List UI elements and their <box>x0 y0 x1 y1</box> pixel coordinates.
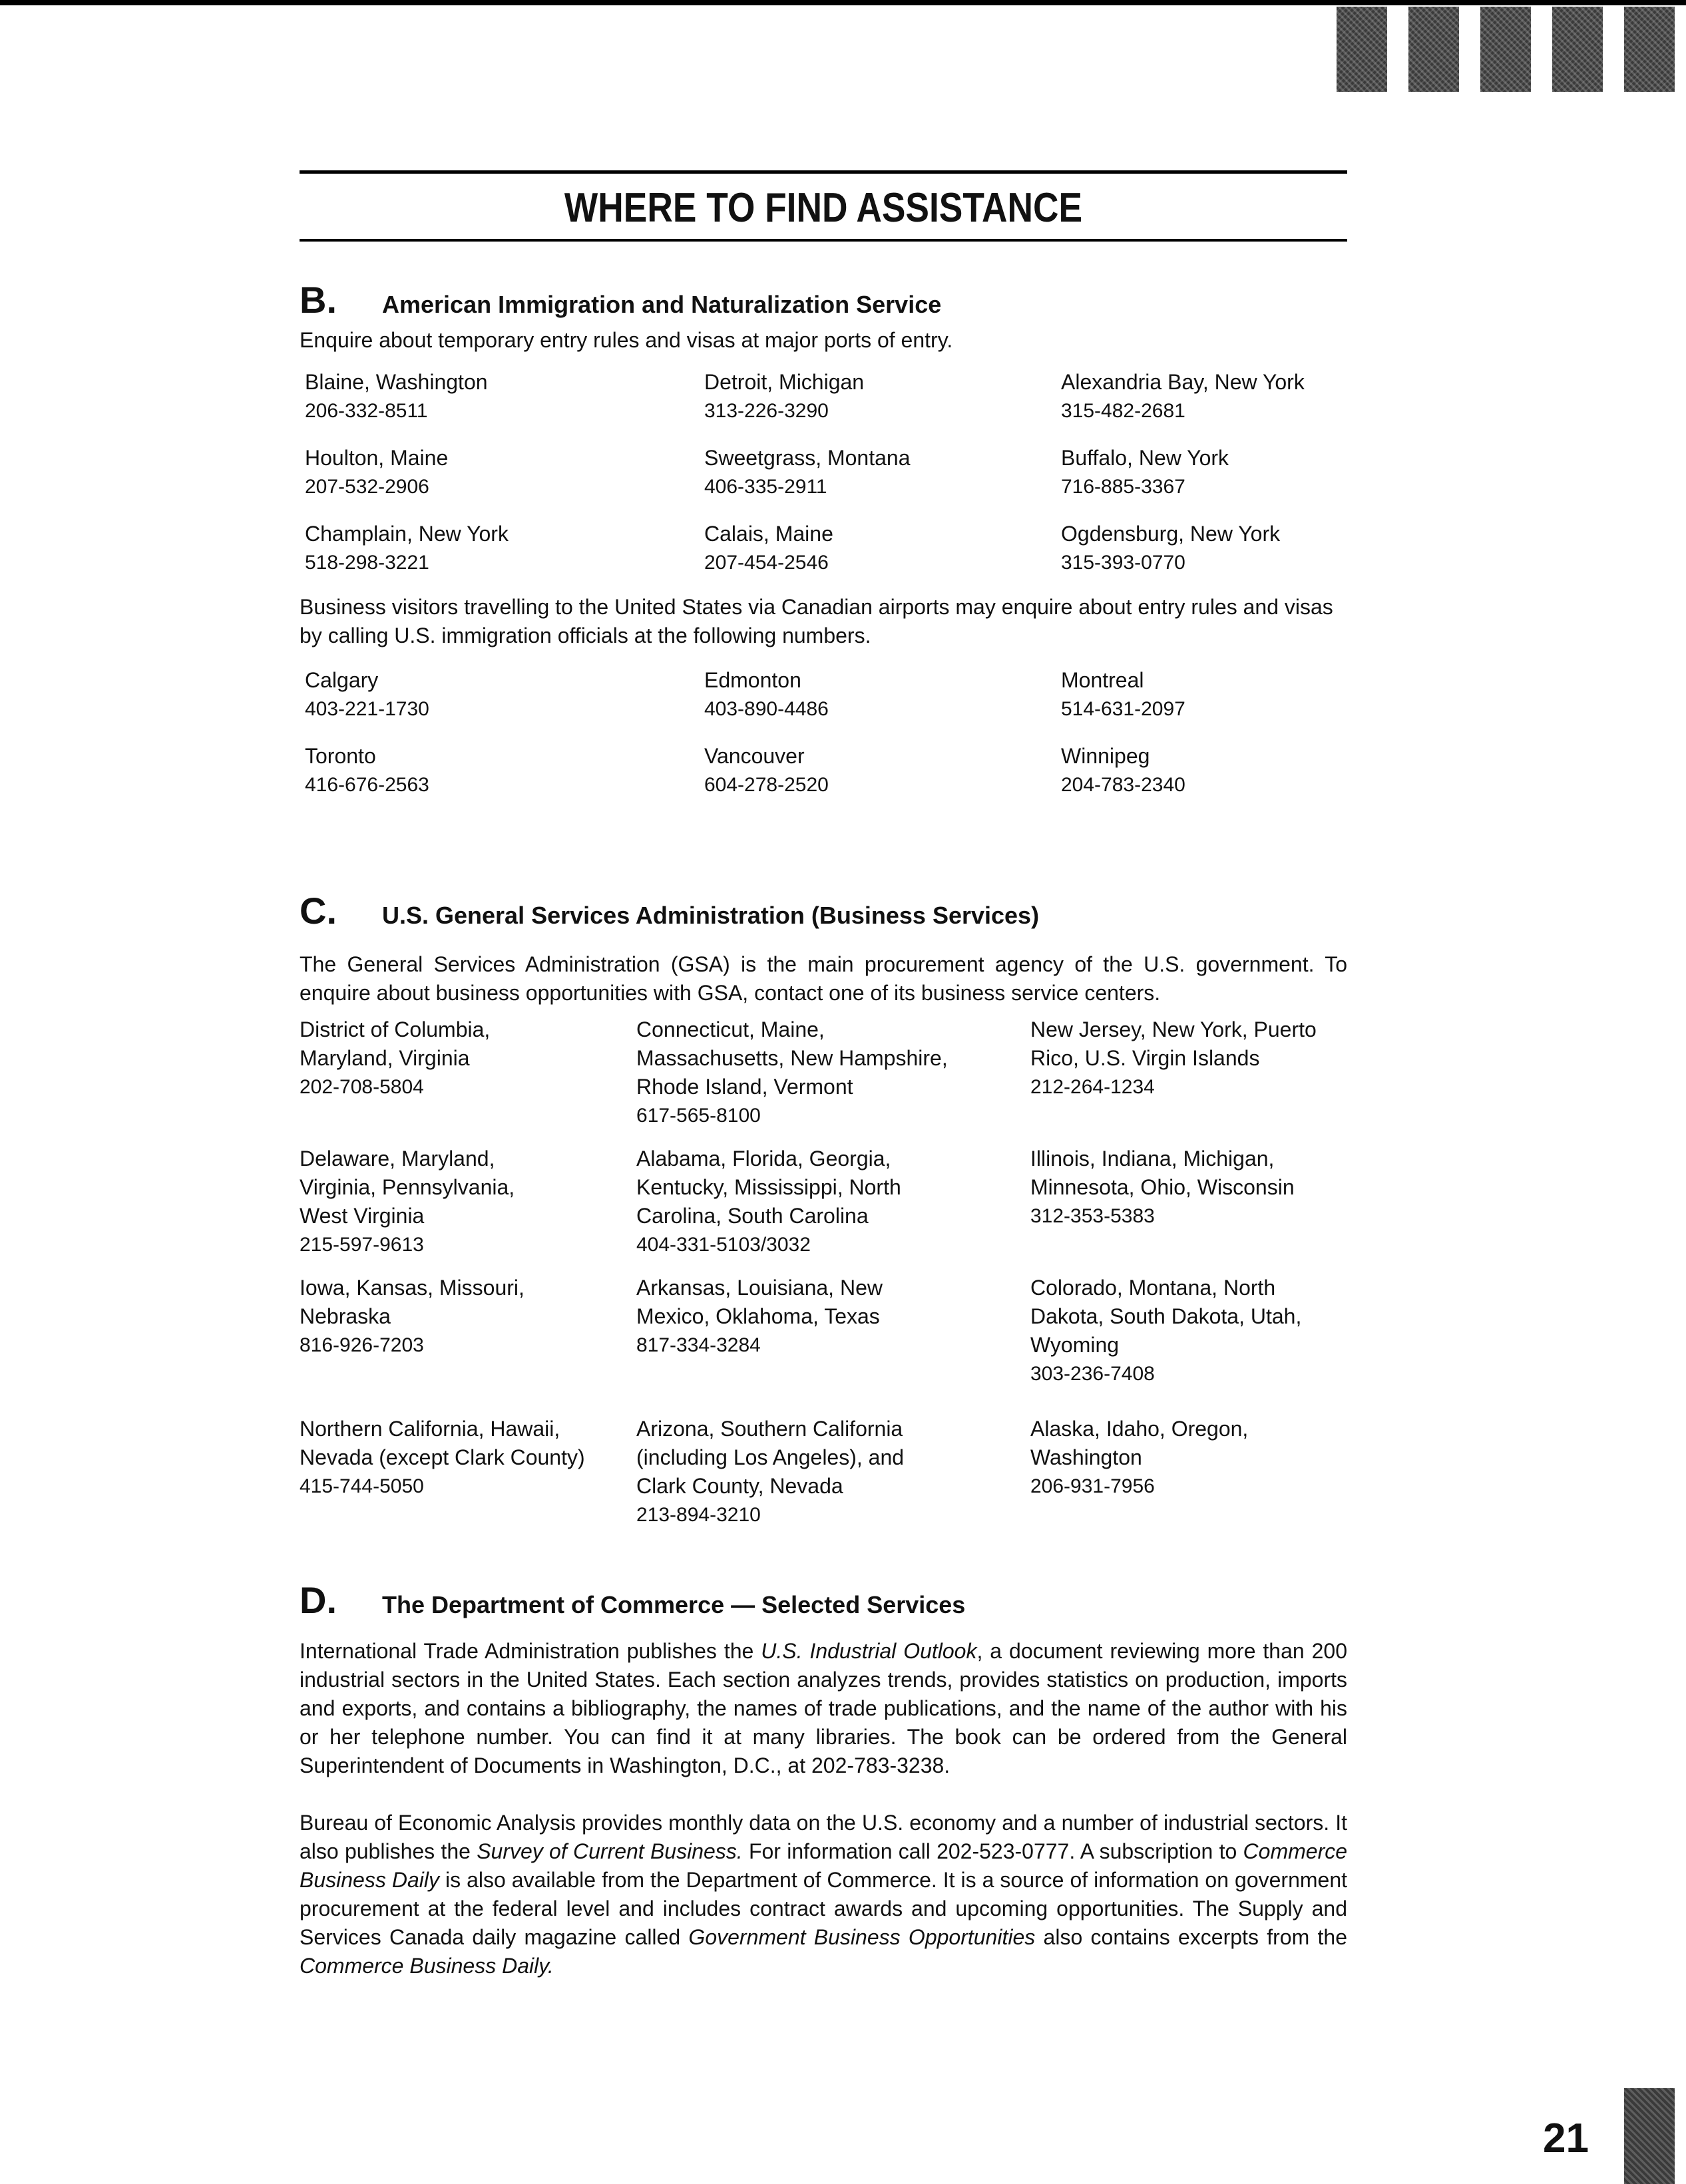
ports-list <box>300 368 1347 577</box>
title-block <box>300 170 1347 242</box>
contact-place: Montreal <box>1061 668 1144 692</box>
service-center-region: West Virginia <box>300 1204 425 1228</box>
section-letter: D. <box>300 1579 337 1621</box>
section-c-header <box>300 889 1347 936</box>
contact-entry <box>300 742 699 799</box>
contact-place: Champlain, New York <box>305 522 509 546</box>
service-center-region: (including Los Angeles), and <box>636 1445 905 1469</box>
contact-entry <box>300 666 699 723</box>
contact-phone: 315-482-2681 <box>1061 400 1185 422</box>
service-center-region: Carolina, South Carolina <box>636 1204 869 1228</box>
paragraph-text: Bureau of Economic Analysis provides monthly data on the U.S. economy and a number of industrial sectors. It also publishes the <box>300 1811 1347 1863</box>
contact-entry <box>1056 444 1347 501</box>
contact-entry <box>1056 368 1347 425</box>
service-center-region: Delaware, Maryland, <box>300 1147 495 1171</box>
service-center-region: Massachusetts, New Hampshire, <box>636 1046 948 1070</box>
contact-entry <box>699 520 1056 577</box>
contact-place: Winnipeg <box>1061 744 1150 768</box>
contact-entry <box>300 520 699 577</box>
contact-phone: 204-783-2340 <box>1061 774 1185 796</box>
italic-title: Survey of Current Business. <box>477 1839 743 1863</box>
service-center-phone: 415-744-5050 <box>300 1475 424 1497</box>
section-tab <box>1480 7 1531 92</box>
paragraph-text: is also available from the Department of Commerce. It is a source of information on government procurement at the federal level and includes contract awards and upcoming opportunities. The Supply and Services Canada daily magazine called <box>300 1868 1348 1949</box>
service-center-region: Clark County, Nevada <box>636 1474 843 1498</box>
contact-place: Buffalo, New York <box>1061 446 1229 470</box>
contact-entry <box>699 742 1056 799</box>
contact-entry <box>699 666 1056 723</box>
service-center-phone: 206-931-7956 <box>1030 1475 1155 1497</box>
paragraph-text: also contains excerpts from the <box>1035 1925 1348 1949</box>
corner-tab <box>1624 2088 1675 2184</box>
contact-entry <box>1056 742 1347 799</box>
italic-title: Government Business Opportunities <box>688 1925 1036 1949</box>
page-number: 21 <box>1543 2115 1589 2161</box>
airports-list <box>300 666 1347 799</box>
italic-title: U.S. Industrial Outlook <box>761 1639 977 1663</box>
contact-place: Vancouver <box>704 744 805 768</box>
section-d-header <box>300 1578 1347 1625</box>
service-center-region: Rhode Island, Vermont <box>636 1075 853 1099</box>
service-center-region: New Jersey, New York, Puerto <box>1030 1017 1317 1041</box>
section-b-header <box>300 278 1347 325</box>
service-center-phone: 213-894-3210 <box>636 1504 761 1526</box>
contact-phone: 716-885-3367 <box>1061 476 1185 498</box>
contact-phone: 315-393-0770 <box>1061 552 1185 574</box>
commerce-paragraph-2 <box>300 1809 1347 1980</box>
service-center-region: Wyoming <box>1030 1333 1120 1357</box>
service-center-region: Mexico, Oklahoma, Texas <box>636 1304 880 1328</box>
section-tab <box>1552 7 1603 92</box>
service-center <box>1030 1415 1347 1529</box>
contact-place: Calgary <box>305 668 379 692</box>
section-tab <box>1337 7 1387 92</box>
italic-title: Commerce Business Daily <box>300 1839 1348 1892</box>
service-center-region: Colorado, Montana, North <box>1030 1276 1276 1300</box>
paragraph-text: , a document reviewing more than 200 industrial sectors in the United States. Each section analyzes trends, provides statistics on production, imports and exports, and contains a bibliography, the names of trade publications, and the name of the author with his or her telephone number. You can find it at many libraries. The book can be ordered from the General Superintendent of Documents in Washington, D.C., at 202-783-3238. <box>300 1639 1348 1777</box>
service-center-region: Washington <box>1030 1445 1142 1469</box>
contact-phone: 313-226-3290 <box>704 400 829 422</box>
service-center-region: Arizona, Southern California <box>636 1417 903 1441</box>
page-title: WHERE TO FIND ASSISTANCE <box>564 185 1083 231</box>
service-center-phone: 817-334-3284 <box>636 1334 761 1356</box>
service-center-region: Maryland, Virginia <box>300 1046 470 1070</box>
contact-entry <box>699 444 1056 501</box>
contact-entry <box>1056 666 1347 723</box>
service-center <box>300 1274 636 1388</box>
section-letter: B. <box>300 279 337 321</box>
contact-place: Toronto <box>305 744 376 768</box>
service-center-region: Minnesota, Ohio, Wisconsin <box>1030 1175 1295 1199</box>
service-center <box>636 1015 1030 1130</box>
service-center <box>1030 1145 1347 1259</box>
service-center-phone: 617-565-8100 <box>636 1105 761 1127</box>
service-center-region: Alaska, Idaho, Oregon, <box>1030 1417 1249 1441</box>
service-center-phone: 202-708-5804 <box>300 1076 424 1098</box>
contact-place: Detroit, Michigan <box>704 370 865 394</box>
contact-phone: 604-278-2520 <box>704 774 829 796</box>
service-center-region: Nevada (except Clark County) <box>300 1445 585 1469</box>
service-center-region: Iowa, Kansas, Missouri, <box>300 1276 525 1300</box>
section-heading: American Immigration and Naturalization Service <box>382 291 942 318</box>
contact-phone: 206-332-8511 <box>305 400 428 422</box>
section-d <box>300 1578 1347 1980</box>
service-center-phone: 212-264-1234 <box>1030 1076 1155 1098</box>
section-heading: The Department of Commerce — Selected Services <box>382 1591 966 1618</box>
section-b <box>300 278 1347 799</box>
service-center-phone: 816-926-7203 <box>300 1334 424 1356</box>
contact-entry <box>699 368 1056 425</box>
contact-place: Houlton, Maine <box>305 446 449 470</box>
contact-phone: 518-298-3221 <box>305 552 429 574</box>
service-center-region: Connecticut, Maine, <box>636 1017 825 1041</box>
service-center-phone: 215-597-9613 <box>300 1234 424 1256</box>
service-centers-list <box>300 1015 1347 1529</box>
service-center <box>1030 1274 1347 1388</box>
contact-entry <box>300 444 699 501</box>
contact-phone: 207-454-2546 <box>704 552 829 574</box>
service-center <box>1030 1015 1347 1130</box>
paragraph-text: International Trade Administration publishes the <box>300 1639 761 1663</box>
contact-entry <box>1056 520 1347 577</box>
service-center <box>300 1145 636 1259</box>
service-center-phone: 404-331-5103/3032 <box>636 1234 811 1256</box>
section-b-intro: Enquire about temporary entry rules and visas at major ports of entry. <box>300 328 953 352</box>
contact-phone: 416-676-2563 <box>305 774 429 796</box>
contact-place: Ogdensburg, New York <box>1061 522 1281 546</box>
contact-phone: 403-221-1730 <box>305 698 429 720</box>
service-center-phone: 303-236-7408 <box>1030 1363 1155 1385</box>
service-center-region: District of Columbia, <box>300 1017 491 1041</box>
service-center-region: Dakota, South Dakota, Utah, <box>1030 1304 1302 1328</box>
paragraph-text: For information call 202-523-0777. A subscription to <box>742 1839 1243 1863</box>
section-tab <box>1408 7 1459 92</box>
section-c-intro: The General Services Administration (GSA) is the main procurement agency of the U.S. government. To enquire about business opportunities with GSA, contact one of its business service centers. <box>300 952 1347 1005</box>
service-center <box>636 1274 1030 1388</box>
service-center-region: Nebraska <box>300 1304 391 1328</box>
section-tab <box>1624 7 1675 92</box>
service-center-region: Arkansas, Louisiana, New <box>636 1276 883 1300</box>
contact-phone: 207-532-2906 <box>305 476 429 498</box>
service-center <box>300 1015 636 1130</box>
service-center <box>300 1415 636 1529</box>
top-border <box>0 0 1686 5</box>
service-center <box>636 1145 1030 1259</box>
airports-intro: Business visitors travelling to the United States via Canadian airports may enquire about entry rules and visas by calling U.S. immigration officials at the following numbers. <box>300 595 1333 647</box>
contact-place: Blaine, Washington <box>305 370 488 394</box>
service-center <box>636 1415 1030 1529</box>
service-center-region: Northern California, Hawaii, <box>300 1417 560 1441</box>
service-center-region: Virginia, Pennsylvania, <box>300 1175 515 1199</box>
section-heading: U.S. General Services Administration (Business Services) <box>382 902 1040 929</box>
contact-place: Sweetgrass, Montana <box>704 446 911 470</box>
contact-phone: 514-631-2097 <box>1061 698 1185 720</box>
service-center-region: Alabama, Florida, Georgia, <box>636 1147 891 1171</box>
service-center-region: Rico, U.S. Virgin Islands <box>1030 1046 1260 1070</box>
title-rule-bottom <box>300 239 1347 242</box>
contact-phone: 406-335-2911 <box>704 476 827 498</box>
commerce-paragraph-1 <box>300 1637 1347 1780</box>
contact-entry <box>300 368 699 425</box>
service-center-region: Kentucky, Mississippi, North <box>636 1175 901 1199</box>
service-center-region: Illinois, Indiana, Michigan, <box>1030 1147 1275 1171</box>
italic-title: Commerce Business Daily. <box>300 1954 554 1978</box>
contact-place: Edmonton <box>704 668 801 692</box>
service-center-phone: 312-353-5383 <box>1030 1205 1155 1227</box>
section-c <box>300 889 1347 1529</box>
contact-place: Alexandria Bay, New York <box>1061 370 1305 394</box>
contact-phone: 403-890-4486 <box>704 698 829 720</box>
section-tabs <box>1337 7 1675 92</box>
contact-place: Calais, Maine <box>704 522 833 546</box>
section-letter: C. <box>300 890 337 932</box>
